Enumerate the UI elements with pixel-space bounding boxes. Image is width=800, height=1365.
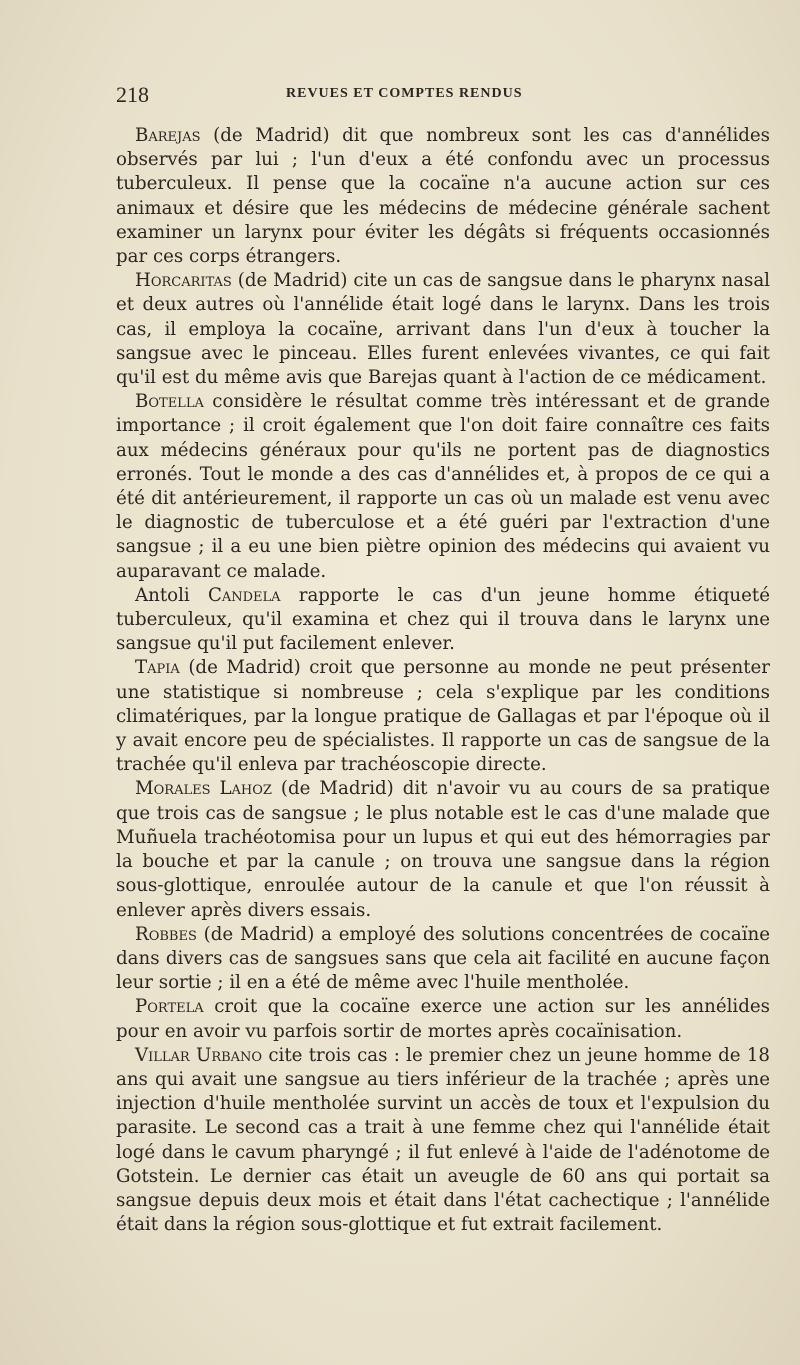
paragraph-text: (de Madrid) dit n'avoir vu au cours de sa pratique que trois cas de sangsue ; le plus notable est le cas d'une malade que Muñuela trachéotomisa pour un lupus et qui eut des hémorragies par la bouche et par la canule ; on trouva une sangsue dans la région sous-glottique, enroulée autour de la canule et que l'on réussit à enlever après divers essais.: [116, 778, 770, 921]
paragraph-villar-urbano: [116, 1044, 770, 1238]
paragraph-tapia: [116, 656, 770, 777]
author-name: Barejas: [135, 125, 201, 146]
paragraph-botella: [116, 390, 770, 584]
author-name: Botella: [135, 391, 204, 413]
paragraph-text: (de Madrid) a employé des solutions concentrées de cocaïne dans divers cas de sangsues sans que cela ait facilité en aucune façon leur sortie ; il en a été de même avec l'huile mentholée.: [116, 923, 770, 994]
paragraph-robbes: [116, 923, 770, 996]
author-name: Robbes: [135, 923, 197, 945]
page-header: [116, 82, 756, 108]
paragraph-text: (de Madrid) croit que personne au monde ne peut présenter une statistique si nombreuse ; cela s'explique par les conditions climatériques, par la longue pratique de Gallagas et par l'époque où il y avait encore peu de spécialistes. Il rapporte un cas de sangsue de la trachée qu'il enleva par trachéoscopie directe.: [116, 657, 770, 776]
paragraph-horcaritas: [116, 269, 770, 390]
paragraph-candela: [116, 584, 770, 657]
author-prefix: Antoli: [135, 584, 190, 606]
paragraph-portela: [116, 995, 770, 1043]
paragraph-text: (de Madrid) dit que nombreux sont les cas d'annélides observés par lui ; l'un d'eux a été confondu avec un processus tuberculeux. Il pense que la cocaïne n'a aucune action sur ces animaux et désire que les médecins de médecine générale sachent examiner un larynx pour éviter les dégâts si fréquents occasionnés par ces corps étrangers.: [116, 125, 770, 268]
paragraph-morales-lahoz: [116, 777, 770, 922]
author-name: Villar Urbano: [135, 1044, 263, 1066]
author-name: Morales Lahoz: [135, 778, 272, 800]
paragraph-text: considère le résultat comme très intéressant et de grande importance ; il croit également que l'on doit faire connaître ces faits aux médecins généraux pour qu'ils ne portent pas de diagnostics erronés. Tout le monde a des cas d'annélides et, à propos de ce qui a été dit antérieurement, il rapporte un cas où un malade est venu avec le diagnostic de tuberculose et a été guéri par l'extraction d'une sangsue ; il a eu une bien piètre opinion des médecins qui avaient vu auparavant ce malade.: [116, 391, 770, 582]
paragraph-text: cite trois cas : le premier chez un jeune homme de 18 ans qui avait une sangsue au tiers inférieur de la trachée ; après une injection d'huile mentholée survint un accès de toux et l'expulsion du parasite. Le second cas a trait à une femme chez qui l'annélide était logé dans le cavum pharyngé ; il fut enlevé à l'aide de l'adénotome de Gotstein. Le dernier cas était un aveugle de 60 ans qui portait sa sangsue depuis deux mois et était dans l'état cachectique ; l'annélide était dans la région sous-glottique et fut extrait facilement.: [116, 1044, 770, 1236]
running-head: REVUES ET COMPTES RENDUS: [286, 86, 523, 101]
author-name: Tapia: [135, 657, 180, 679]
author-name: Candela: [207, 584, 281, 606]
paragraph-text: rapporte le cas d'un jeune homme étiqueté tuberculeux, qu'il examina et chez qui il trouva dans le larynx une sangsue qu'il put facilement enlever.: [116, 584, 770, 655]
paragraph-barejas: [116, 124, 770, 269]
paragraph-text: croit que la cocaïne exerce une action sur les annélides pour en avoir vu parfois sortir de mortes après cocaïnisation.: [116, 996, 770, 1042]
page-number: 218: [116, 82, 149, 107]
author-name: Portela: [135, 996, 204, 1018]
paragraph-text: (de Madrid) cite un cas de sangsue dans le pharynx nasal et deux autres où l'annélide était logé dans le larynx. Dans les trois cas, il employa la cocaïne, arrivant dans l'un d'eux à toucher la sangsue avec le pinceau. Elles furent enlevées vivantes, ce qui fait qu'il est du même avis que Barejas quant à l'action de ce médicament.: [116, 270, 770, 389]
author-name: Horcaritas: [135, 270, 232, 292]
body-text: [116, 124, 770, 1237]
